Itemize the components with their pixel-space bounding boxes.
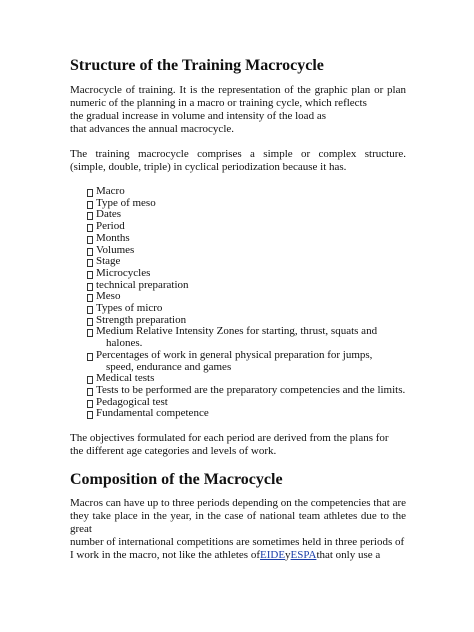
eide-link[interactable]: EIDE: [260, 549, 286, 562]
intro-line: numeric of the planning in a macro or training cycle, which reflects: [70, 97, 367, 109]
intro-line: that advances the annual macrocycle.: [70, 123, 235, 135]
checkbox-bullet-icon: [87, 329, 93, 337]
list-item: [87, 350, 406, 373]
intro-line: Macrocycle of training. It is the representation of the graphic plan or plan: [70, 84, 406, 96]
list-item-line: Macro: [96, 185, 125, 197]
list-item: [87, 198, 406, 210]
checkbox-bullet-icon: [87, 189, 93, 197]
list-item: [87, 209, 406, 221]
checkbox-bullet-icon: [87, 294, 93, 302]
structure-line: The training macrocycle comprises a simple or complex structure.: [70, 148, 406, 160]
list-item-line: speed, endurance and games: [106, 360, 232, 373]
checkbox-bullet-icon: [87, 306, 93, 314]
list-item: [87, 326, 406, 349]
list-item-text: [96, 326, 377, 349]
page-title: Structure of the Training Macrocycle: [70, 57, 324, 74]
list-item: [87, 233, 406, 245]
section-heading: Composition of the Macrocycle: [70, 471, 283, 489]
list-item-line: Type of meso: [96, 196, 156, 209]
objectives-line: the different age categories and levels of work.: [70, 445, 277, 458]
objectives-paragraph: [70, 432, 406, 458]
checkbox-bullet-icon: [87, 259, 93, 267]
checkbox-bullet-icon: [87, 376, 93, 384]
checkbox-bullet-icon: [87, 271, 93, 279]
composition-paragraph: [70, 497, 406, 562]
structure-line: (simple, double, triple) in cyclical periodization because it has.: [70, 161, 347, 173]
list-item-line: Types of micro: [96, 302, 163, 315]
list-item-line: Percentages of work in general physical preparation for jumps,: [96, 348, 373, 361]
list-item: [87, 303, 406, 315]
list-item-line: Period: [96, 220, 125, 233]
composition-line: number of international competitions are sometimes held in three periods of: [70, 536, 405, 549]
composition-text: I work in the macro, not like the athletes of: [70, 549, 260, 562]
espa-link[interactable]: ESPA: [290, 549, 317, 562]
list-item: [87, 385, 406, 397]
list-item-text: [96, 303, 162, 315]
checkbox-bullet-icon: [87, 411, 93, 419]
list-item-line: halones.: [106, 337, 143, 350]
composition-text: that only use a: [316, 549, 381, 562]
checkbox-bullet-icon: [87, 212, 93, 220]
list-item: [87, 280, 406, 292]
list-item-text: [96, 408, 209, 420]
composition-line: they take place in the year, in the case of national team athletes due to the great: [70, 510, 406, 536]
list-item-line: Tests to be performed are the preparatory competencies and the limits.: [96, 383, 406, 396]
list-item-line: Months: [96, 231, 130, 244]
list-item: [87, 221, 406, 233]
list-item-line: Dates: [96, 208, 122, 221]
list-item-text: [96, 268, 150, 280]
checkbox-bullet-icon: [87, 353, 93, 361]
checkbox-bullet-icon: [87, 388, 93, 396]
list-item-line: Stage: [96, 255, 121, 268]
list-item-line: Pedagogical test: [96, 395, 168, 408]
list-item-line: Strength preparation: [96, 313, 187, 326]
structure-paragraph: [70, 148, 406, 174]
intro-line: the gradual increase in volume and intensity of the load as: [70, 110, 326, 122]
list-item-line: Meso: [96, 290, 121, 303]
list-item-text: [96, 233, 130, 245]
composition-last-line: [70, 549, 406, 562]
list-item-line: technical preparation: [96, 278, 189, 291]
composition-line: Macros can have up to three periods depending on the competencies that are: [70, 497, 406, 510]
list-item-text: [96, 350, 372, 373]
list-item: [87, 245, 406, 257]
list-item-line: Medium Relative Intensity Zones for starting, thrust, squats and: [96, 325, 378, 338]
checkbox-bullet-icon: [87, 201, 93, 209]
list-item-line: Volumes: [96, 243, 135, 256]
list-item-text: [96, 186, 125, 198]
list-item: [87, 268, 406, 280]
list-item-line: Microcycles: [96, 266, 151, 279]
intro-paragraph: [70, 84, 406, 136]
checkbox-bullet-icon: [87, 283, 93, 291]
checkbox-bullet-icon: [87, 400, 93, 408]
checkbox-bullet-icon: [87, 224, 93, 232]
checkbox-bullet-icon: [87, 248, 93, 256]
list-item-line: Fundamental competence: [96, 407, 209, 420]
objectives-line: The objectives formulated for each period are derived from the plans for: [70, 432, 389, 445]
list-item: [87, 408, 406, 420]
list-item-text: [96, 385, 405, 397]
checkbox-bullet-icon: [87, 236, 93, 244]
list-item: [87, 186, 406, 198]
composition-text: y: [285, 549, 291, 562]
list-item-line: Medical tests: [96, 372, 155, 385]
structure-items-list: [87, 186, 406, 420]
checkbox-bullet-icon: [87, 318, 93, 326]
